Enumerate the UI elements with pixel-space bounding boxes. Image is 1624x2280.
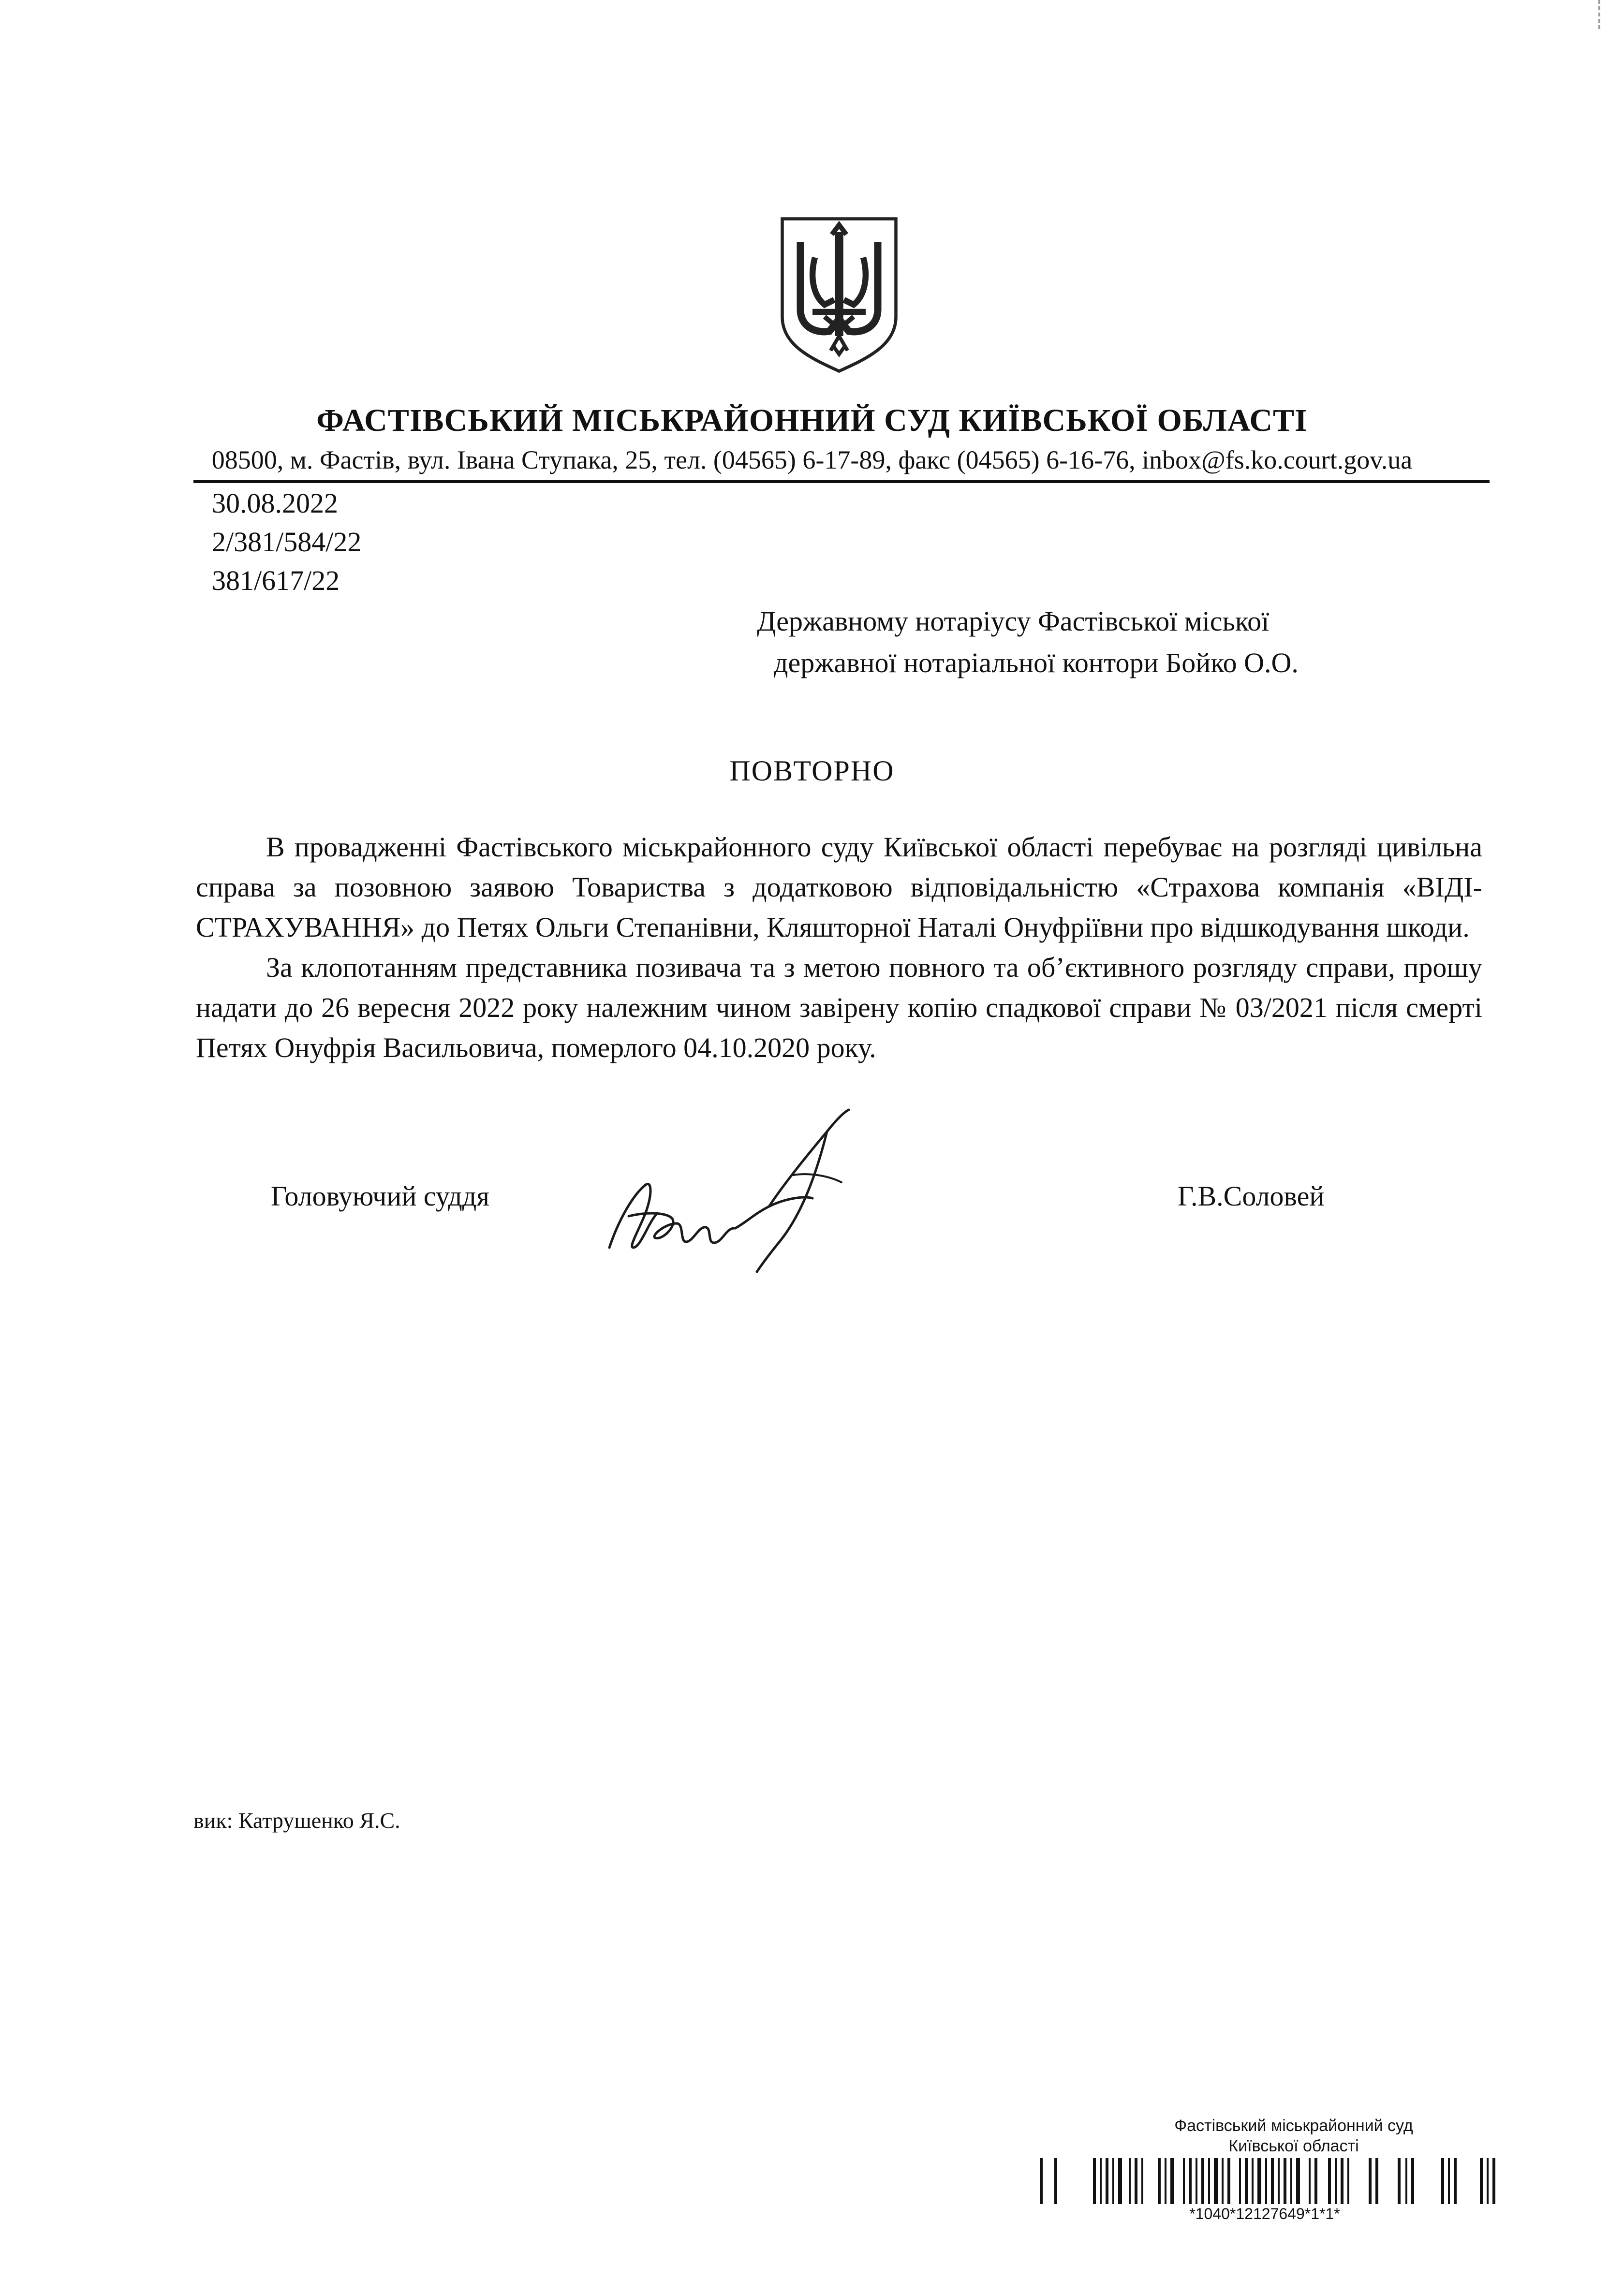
addressee-block	[757, 601, 1468, 684]
addressee-line-1: Державному нотаріусу Фастівської міської	[757, 605, 1270, 637]
handwritten-signature	[600, 1103, 871, 1281]
scan-edge-mark	[1598, 0, 1602, 29]
signatory-name: Г.В.Соловей	[1178, 1180, 1325, 1212]
coat-of-arms-icon	[779, 215, 900, 375]
barcode-number: *1040*12127649*1*1*	[1189, 2205, 1340, 2222]
registry-stamp	[1040, 2116, 1548, 2222]
court-address: 08500, м. Фастів, вул. Івана Ступака, 25, тел. (04565) 6-17-89, факс (04565) 6-16-76, inbox@fs.ko.court.gov.ua	[211, 445, 1413, 474]
document-heading: ПОВТОРНО	[729, 755, 895, 787]
court-name: ФАСТІВСЬКИЙ МІСЬКРАЙОННИЙ СУД КИЇВСЬКОЇ ОБЛАСТІ	[316, 403, 1308, 438]
outgoing-date: 30.08.2022	[212, 487, 338, 519]
stamp-line-2: Київської області	[1228, 2137, 1359, 2155]
header-divider	[193, 480, 1490, 483]
signatory-role: Головуючий суддя	[271, 1180, 489, 1212]
body-paragraph-2: За клопотанням представника позивача та з метою повного та об’єктивного розгляду справи, прошу надати до 26 вересня 2022 року належним чином завірену копію спадкової справи № 03/2021 після смерті Петях Онуфрія Васильовича, померлого 04.10.2020 року.	[196, 952, 1482, 1063]
case-number: 2/381/584/22	[212, 526, 362, 558]
addressee-line-2: державної нотаріальної контори Бойко О.О.	[774, 647, 1299, 678]
proceeding-number: 381/617/22	[212, 565, 340, 596]
barcode-icon	[1040, 2158, 1548, 2204]
executor-note: вик: Катрушенко Я.С.	[193, 1808, 400, 1833]
letter-body	[196, 827, 1482, 1068]
body-paragraph-1: В провадженні Фастівського міськрайонного суду Київської області перебуває на розгляді цивільна справа за позовною заявою Товариства з додатковою відповідальністю «Страхова компанія «ВІДІ-СТРАХУВАННЯ» до Петях Ольги Степанівни, Кляшторної Наталі Онуфріївни про відшкодування шкоди.	[196, 831, 1482, 943]
stamp-line-1: Фастівський міськрайонний суд	[1174, 2117, 1413, 2135]
